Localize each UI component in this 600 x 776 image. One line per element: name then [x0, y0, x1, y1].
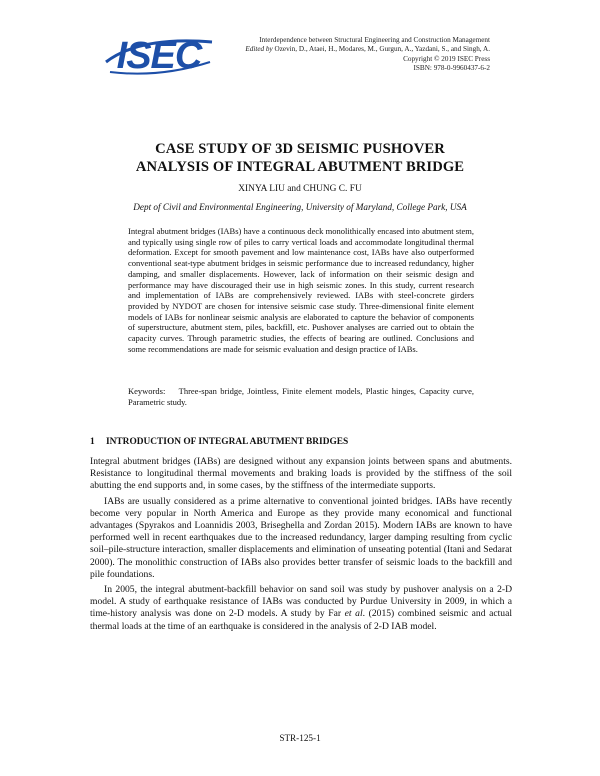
logo-text: ISEC [116, 35, 202, 77]
paragraph-3-end: . (2015) combined seismic and actual thermal loads at the time of an earthquake is considered in the analysis of 2-D IAB model. [90, 608, 512, 632]
title-line-1: CASE STUDY OF 3D SEISMIC PUSHOVER [155, 141, 445, 157]
header-edited-by: Edited by [245, 45, 273, 54]
paper-title [60, 140, 540, 176]
header-editor-names: Ozevin, D., Ataei, H., Modares, M., Gurgun, A., Yazdani, S., and Singh, A. [272, 45, 490, 54]
section-body [90, 456, 512, 636]
publication-header [190, 36, 490, 74]
paragraph-3 [90, 584, 512, 633]
keywords [128, 386, 474, 407]
abstract: Integral abutment bridges (IABs) have a continuous deck monolithically encased into abutment stem, and typically using single row of piles to carry vertical loads and accommodate longitudinal thermal deformation. Except for smooth pavement and low maintenance cost, IABs have also outperformed conventional seat-type abutment bridges in seismic performance due to increased redundancy, higher damping, and smaller displacements. However, lack of information on their seismic design and performance may have discouraged their use in high seismic zones. In this study, current research and implementation of IABs are comprehensively reviewed. IABs with steel-concrete girders provided by NYDOT are chosen for intensive seismic case study. Three-dimensional finite element models of IABs for nonlinear seismic analysis are elaborated to capture the behavior of components of superstructure, abutment stem, piles, backfill, etc. Pushover analyses are carried out to obtain the capacity curves. Through parametric studies, the effects of bearing are outlined. Conclusions and some recommendations are made for seismic evaluation and design practice of IABs. [128, 226, 474, 354]
paragraph-2: IABs are usually considered as a prime alternative to conventional jointed bridges. IABs have recently become very popular in North America and Europe as they provide many economical and functional advantages (Spyrakos and Loannidis 2003, Briseghella and Zordan 2015). Modern IABs are known to have performed well in recent earthquakes due to the increased redundancy, larger damping resulting from cyclic soil–pile-structure interaction, smaller displacements and elimination of unseating potential (Itani and Sedarat 2000). The monolithic construction of IABs also provides better transfer of seismic loads to the backfill and pile foundations. [90, 495, 512, 580]
section-heading [90, 437, 348, 447]
header-copyright: Copyright © 2019 ISEC Press [403, 54, 490, 63]
header-isbn: ISBN: 978-0-9960437-6-2 [413, 64, 490, 73]
paragraph-3-etal: et al [344, 608, 363, 620]
keywords-label: Keywords: [128, 386, 166, 396]
authors: XINYA LIU and CHUNG C. FU [238, 184, 362, 194]
paragraph-3-start: In 2005, the integral abutment-backfill behavior on sand soil was study by pushover analysis on a 2-D model. A study of earthquake resistance of IABs was conducted by Purdue University in 2009, in which a time-history analysis was done on 2-D models. A study by Far [90, 584, 512, 620]
header-series: Interdependence between Structural Engineering and Construction Management [259, 36, 490, 44]
page-number: STR-125-1 [279, 733, 321, 743]
paragraph-1: Integral abutment bridges (IABs) are designed without any expansion joints between spans and abutments. Resistance to longitudinal thermal movements and braking loads is provided by the stiffness of the soil abutting the end supports and, in some cases, by the stiffness of the intermediate supports. [90, 456, 512, 492]
keywords-list: Three-span bridge, Jointless, Finite element models, Plastic hinges, Capacity curve, Parametric study. [128, 386, 474, 407]
section-title: INTRODUCTION OF INTEGRAL ABUTMENT BRIDGES [106, 437, 349, 447]
header-editors [190, 45, 490, 54]
section-number: 1 [90, 437, 95, 447]
title-line-2: ANALYSIS OF INTEGRAL ABUTMENT BRIDGE [135, 159, 465, 175]
affiliation: Dept of Civil and Environmental Engineering, University of Maryland, College Park, USA [133, 202, 467, 212]
